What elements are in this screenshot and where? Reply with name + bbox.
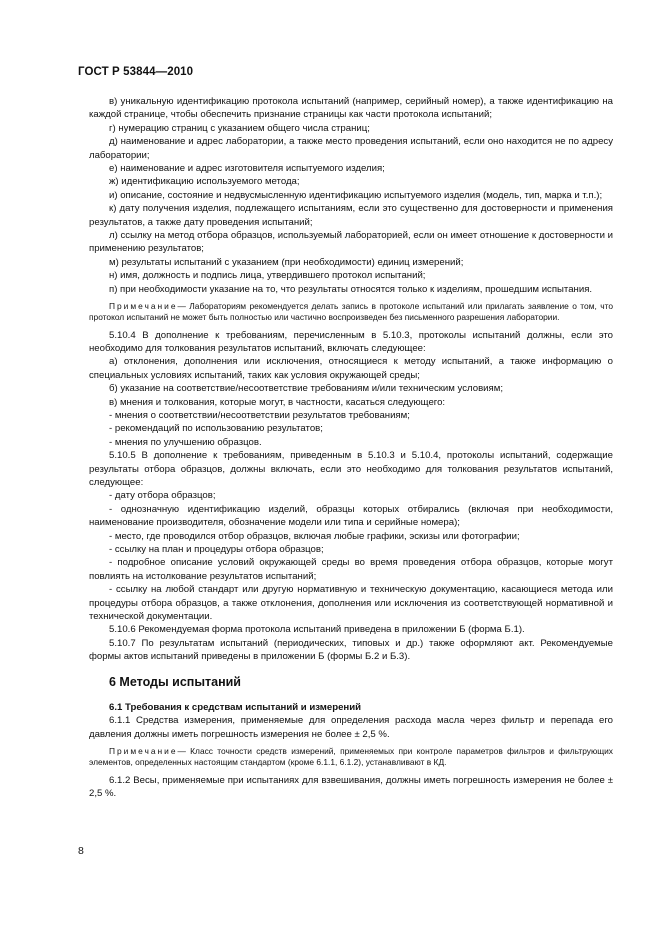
- paragraph: к) дату получения изделия, подлежащего испытаниям, если это существенно для достоверности и применения результатов, а также дату проведения испытаний;: [89, 203, 613, 228]
- paragraph: е) наименование и адрес изготовителя испытуемого изделия;: [109, 163, 385, 175]
- paragraph: - место, где проводился отбор образцов, включая любые графики, эскизы или фотографии;: [109, 530, 520, 542]
- paragraph: - мнения по улучшению образцов.: [109, 436, 262, 448]
- paragraph: 6.1.2 Весы, применяемые при испытаниях для взвешивания, должны иметь погрешность измерения не более ± 2,5 %.: [89, 774, 613, 800]
- paragraph: д) наименование и адрес лаборатории, а также место проведения испытаний, если оно находится не по адресу лаборатории;: [89, 136, 613, 161]
- paragraph: - дату отбора образцов;: [109, 490, 216, 502]
- paragraph: ж) идентификацию используемого метода;: [109, 176, 300, 188]
- paragraph: б) указание на соответствие/несоответствие требованиям и/или техническим условиям;: [109, 383, 503, 395]
- paragraph: - ссылку на любой стандарт или другую нормативную и техническую документацию, касающиеся метода или процедуры отбора образцов, а также отклонения, дополнения или исключения из соответствующей нормативной и технической документации.: [89, 584, 613, 623]
- paragraph: 5.10.6 Рекомендуемая форма протокола испытаний приведена в приложении Б (форма Б.1).: [109, 624, 525, 636]
- paragraph: г) нумерацию страниц с указанием общего числа страниц;: [109, 122, 370, 134]
- note-label: Примечание: [109, 746, 178, 757]
- note: [89, 301, 613, 323]
- paragraph: л) ссылку на метод отбора образцов, используемый лабораторией, если он имеет отношение к достоверности и применению результатов;: [89, 230, 613, 255]
- paragraph: н) имя, должность и подпись лица, утвердившего протокол испытаний;: [109, 270, 426, 282]
- note-text: — Класс точности средств измерений, применяемых при контроле параметров фильтров и фильтрующих элементов, определенных настоящим стандартом (кроме 6.1.1, 6.1.2), устанавливают в КД.: [89, 746, 613, 768]
- note-text: — Лабораториям рекомендуется делать запись в протоколе испытаний или прилагать заявление о том, что протокол испытаний не может быть полностью или частично воспроизведен без письменного разрешения лаборатории.: [89, 301, 613, 323]
- paragraph: - ссылку на план и процедуры отбора образцов;: [109, 544, 324, 555]
- paragraph: 5.10.5 В дополнение к требованиям, приведенным в 5.10.3 и 5.10.4, протоколы испытаний, содержащие результаты отбора образцов, должны включать, если это необходимо для толкования результатов испытаний, следующее:: [89, 450, 613, 488]
- paragraph: и) описание, состояние и недвусмысленную идентификацию испытуемого изделия (модель, тип, марка и т.п.);: [109, 189, 603, 201]
- paragraph: - рекомендаций по использованию результатов;: [109, 423, 323, 435]
- paragraph: а) отклонения, дополнения или исключения, относящиеся к методу испытаний, а также информацию о специальных условиях испытаний, таких как условия окружающей среды;: [89, 356, 613, 381]
- paragraph: 6.1.1 Средства измерения, применяемые для определения расхода масла через фильтр и перепада его давления должны иметь погрешность измерения не более ± 2,5 %.: [89, 715, 613, 740]
- paragraph: 5.10.7 По результатам испытаний (периодических, типовых и др.) также оформляют акт. Рекомендуемые формы актов испытаний приведены в приложении Б (формы Б.2 и Б.3).: [89, 637, 613, 663]
- section-title: 6 Методы испытаний: [109, 674, 241, 689]
- page-number: 8: [78, 845, 84, 857]
- paragraph: п) при необходимости указание на то, что результаты относятся только к изделиям, прошедшим испытания.: [109, 283, 593, 295]
- document-header: ГОСТ Р 53844—2010: [78, 66, 194, 78]
- document-body: [89, 95, 613, 801]
- paragraph: - мнения о соответствии/несоответствии результатов требованиям;: [109, 409, 410, 421]
- note-label: Примечание: [109, 301, 178, 312]
- note: [89, 746, 613, 768]
- subsection-title: 6.1 Требования к средствам испытаний и измерений: [109, 702, 361, 714]
- paragraph: - подробное описание условий окружающей среды во время проведения отбора образцов, которые могут повлиять на истолкование результатов испытаний;: [89, 557, 613, 582]
- paragraph: - однозначную идентификацию изделий, образцы которых отбирались (включая при необходимости, наименование производителя, обозначение модели или типа и серийные номера);: [89, 503, 613, 529]
- paragraph: 5.10.4 В дополнение к требованиям, перечисленным в 5.10.3, протоколы испытаний должны, если это необходимо для толкования результатов испытаний, включать следующее:: [89, 329, 613, 354]
- paragraph: в) мнения и толкования, которые могут, в частности, касаться следующего:: [109, 396, 446, 408]
- paragraph: в) уникальную идентификацию протокола испытаний (например, серийный номер), а также идентификацию на каждой странице, чтобы обеспечить признание страницы как части протокола испытаний;: [89, 96, 613, 121]
- paragraph: м) результаты испытаний с указанием (при необходимости) единиц измерений;: [109, 256, 464, 268]
